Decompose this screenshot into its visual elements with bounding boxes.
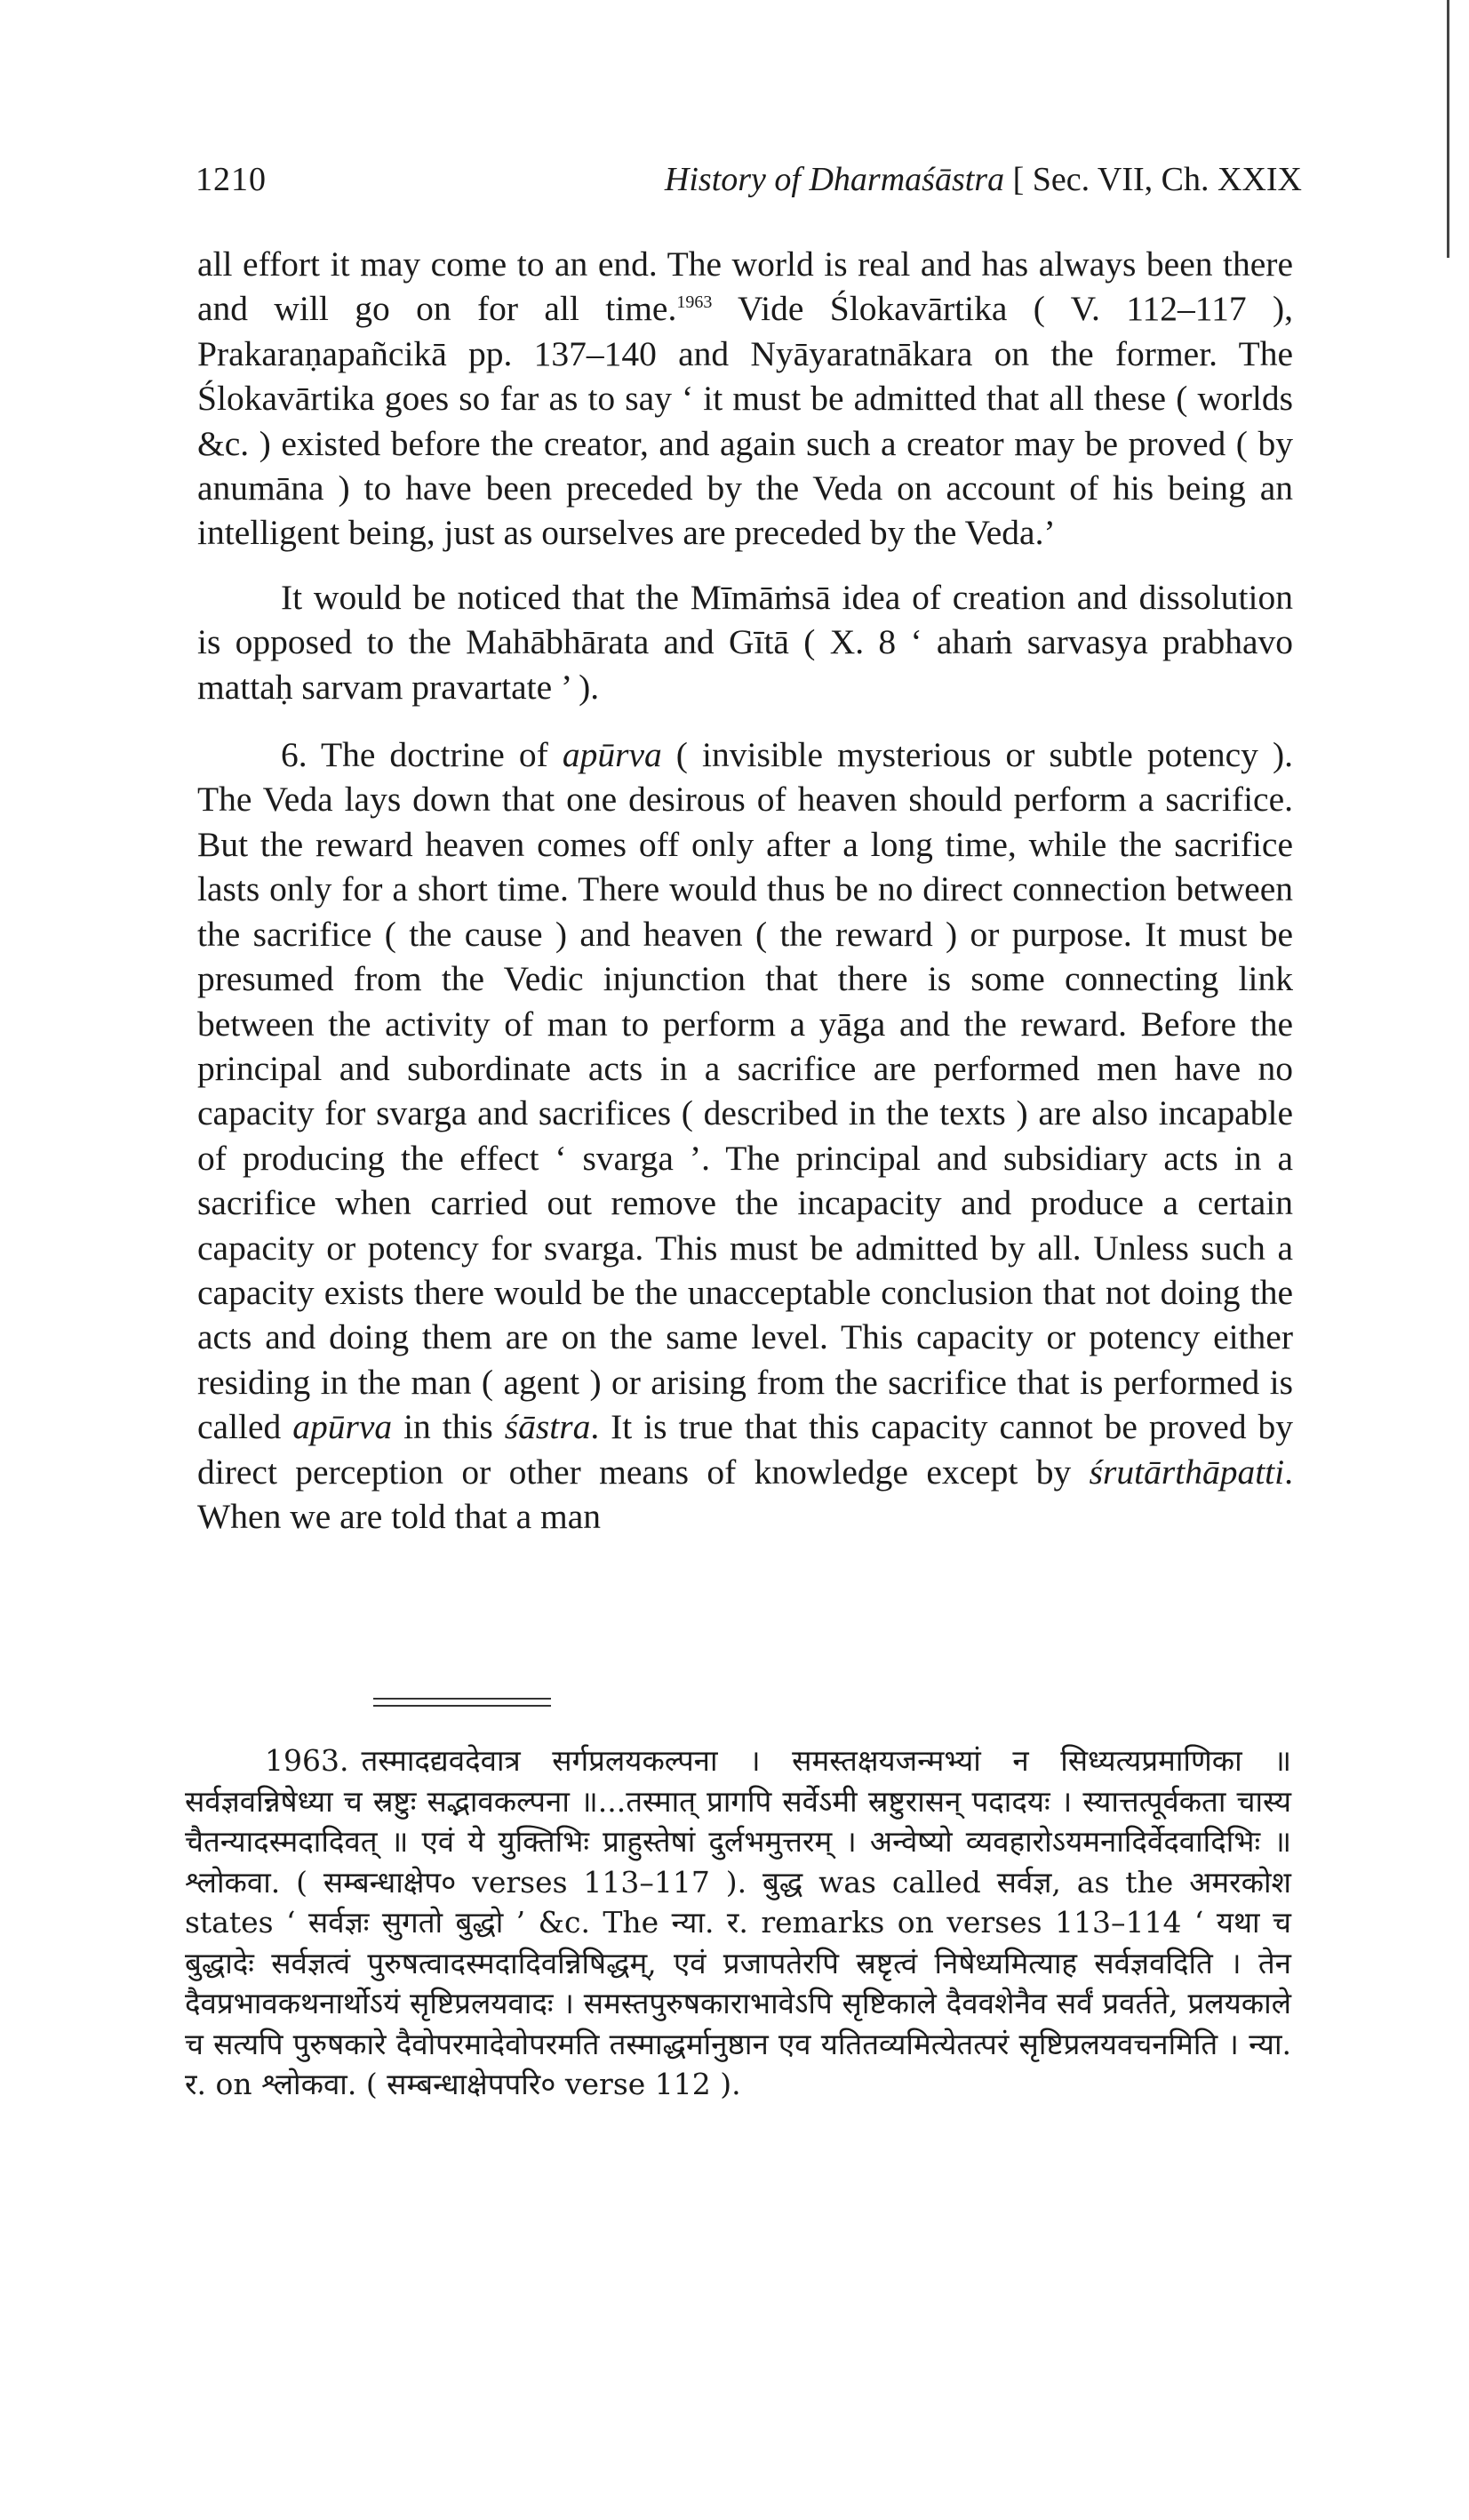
- apurva-body: ( invisible mysterious or subtle potency ). The Veda lays down that one desirous of heaven should perform a sacrifice. But the reward heaven comes off only after a long time, while the sacrifice lasts only for a short time. There would thus be no direct connection between the sacrifice ( the cause ) and heaven ( the reward ) or purpose. It must be presumed from the Vedic injunction that there is some connecting link between the activity of man to perform a yāga and the reward. Before the principal and subordinate acts in a sacrifice are performed men have no capacity for svarga and sacrifices ( described in the texts ) are also incapable of producing the effect ‘ svarga ’. The principal and subsidiary acts in a sacrifice when carried out remove the incapacity and produce a certain capacity or potency for svarga. This must be admitted by all. Unless such a capacity exists there would be the unacceptable conclusion that not doing the acts and doing them are on the same level. This capacity or potency either residing in the man ( agent ) or arising from the sacrifice that is performed is called: [197, 735, 1293, 1447]
- apurva-intro: 6. The doctrine of: [281, 735, 563, 775]
- page-number: 1210: [196, 161, 267, 198]
- footnote-number: 1963.: [265, 1743, 349, 1778]
- footnote-text-block: [185, 1740, 1291, 2105]
- running-title: [665, 160, 1302, 199]
- section-label: [ Sec. VII, Ch. XXIX: [1012, 161, 1302, 198]
- footnote-text: तस्मादद्यवदेवात्र सर्गप्रलयकल्पना । समस्तक्षयजन्मभ्यां न सिध्यत्यप्रमाणिका ॥ सर्वज्ञवन्निषेध्या च स्रष्टुः सद्भावकल्पना ॥...तस्मात् प्रागपि सर्वेऽमी स्रष्टुरासन् पदादयः । स्यात्तत्पूर्वकता चास्य चैतन्यादस्मदादिवत् ॥ एवं ये युक्तिभिः प्राहुस्तेषां दुर्लभमुत्तरम् । अन्वेष्यो व्यवहारोऽयमनादिर्वेदवादिभिः ॥ श्लोकवा. ( सम्बन्धाक्षेप० verses 113–117 ). बुद्ध was called सर्वज्ञ, as the अमरकोश states ‘ सर्वज्ञः सुगतो बुद्धो ’ &c. The न्या. र. remarks on verses 113–114 ‘ यथा च बुद्धादेः सर्वज्ञत्वं पुरुषत्वादस्मदादिवन्निषिद्धम्, एवं प्रजापतेरपि स्रष्टृत्वं निषेध्यमित्याह सर्वज्ञवदिति । तेन दैवप्रभावकथनार्थोऽयं सृष्टिप्रलयवादः । समस्तपुरुषकाराभावेऽपि सृष्टिकाले दैववशेनैव सर्वं प्रवर्तते, प्रलयकाले च सत्यपि पुरुषकारे दैवोपरमादेवोपरमति तस्माद्धर्मानुष्ठान एव यतितव्यमित्येतत्परं सृष्टिप्रलयवचनमिति । न्या. र. on श्लोकवा. ( सम्बन्धाक्षेपपरि० verse 112 ).: [185, 1743, 1291, 2101]
- book-title: History of Dharmaśāstra: [664, 161, 1005, 198]
- page-header: [196, 160, 1302, 213]
- term-sastra: śāstra: [504, 1407, 591, 1447]
- footnote-divider: [373, 1698, 551, 1700]
- apurva-body-3: . It is true that this capacity cannot be proved by direct perception or other means of knowledge except by: [197, 1407, 1294, 1492]
- apurva-body-4: . When we are told that a man: [197, 1452, 1293, 1536]
- footnote-ref-1963: 1963: [676, 292, 713, 313]
- paragraph-text: all effort it may come to an end. The world is real and has always been there and will go on for all time.: [197, 244, 1293, 329]
- paragraph-continuation: [197, 242, 1293, 556]
- apurva-body-2: in this: [392, 1407, 505, 1447]
- footnote-1963: [185, 1740, 1291, 2105]
- term-apurva: apūrva: [562, 735, 662, 775]
- term-srutarthapatti: śrutārthāpatti: [1089, 1452, 1285, 1492]
- term-apurva-2: apūrva: [292, 1407, 393, 1447]
- page-edge-rule: [1447, 0, 1449, 258]
- main-text: [197, 242, 1293, 1562]
- paragraph-text-cont: Vide Ślokavārtika ( V. 112–117 ), Prakaraṇapañcikā pp. 137–140 and Nyāyaratnākara on the former. The Ślokavārtika goes so far as to say ‘ it must be admitted that all these ( worlds &c. ) existed before the creator, and again such a creator may be proved ( by anumāna ) to have been preceded by the Veda on account of his being an intelligent being, just as ourselves are preceded by the Veda.’: [197, 289, 1293, 553]
- paragraph-apurva: [197, 732, 1293, 1539]
- footnote-divider-2: [373, 1705, 551, 1707]
- paragraph-mimamsa: It would be noticed that the Mīmāṁsā idea of creation and dissolution is opposed to the Mahābhārata and Gītā ( X. 8 ‘ ahaṁ sarvasya prabhavo mattaḥ sarvam pravartate ’ ).: [197, 577, 1293, 707]
